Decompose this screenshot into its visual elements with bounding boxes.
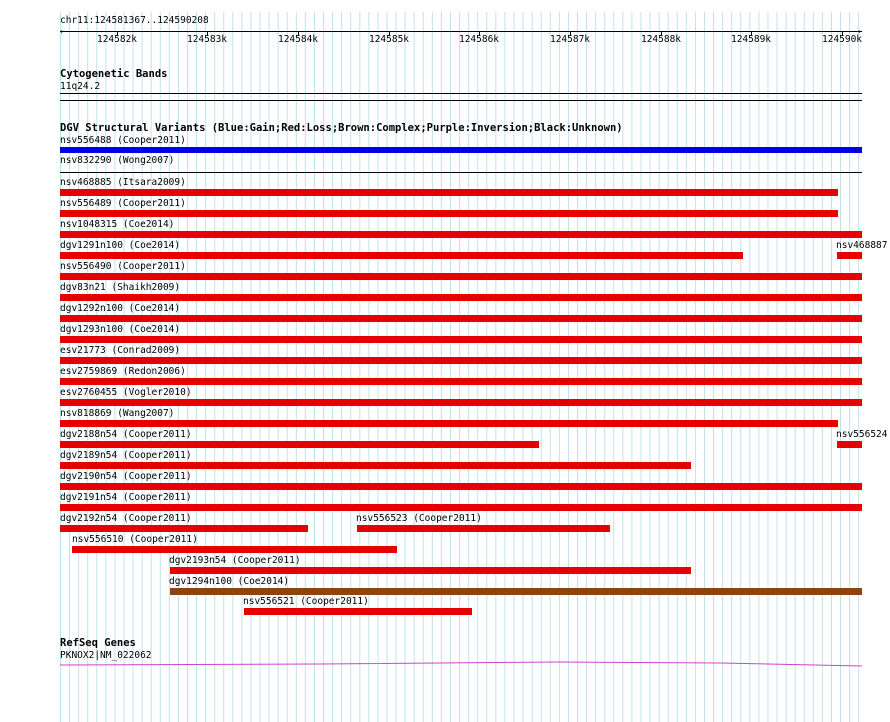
sv-bar[interactable] (60, 462, 691, 469)
ruler-axis (60, 31, 862, 32)
sv-bar[interactable] (60, 273, 862, 280)
ruler-right-arrow-icon: › (857, 27, 862, 36)
sv-label[interactable]: esv21773 (Conrad2009) (60, 345, 181, 356)
sv-bar[interactable] (837, 441, 862, 448)
sv-bar[interactable] (60, 189, 838, 196)
dgv-track-title[interactable]: DGV Structural Variants (Blue:Gain;Red:Loss;Brown:Complex;Purple:Inversion;Black:Unknown) (60, 122, 623, 134)
sv-bar[interactable] (60, 378, 862, 385)
sv-label[interactable]: dgv1291n100 (Coe2014) (60, 240, 181, 251)
cyto-band-bottom-line (60, 100, 862, 101)
sv-bar[interactable] (60, 357, 862, 364)
sv-bar[interactable] (60, 483, 862, 490)
sv-bar[interactable] (837, 252, 862, 259)
sv-bar[interactable] (170, 588, 862, 595)
sv-bar[interactable] (170, 567, 691, 574)
ruler-tick-label: 124585k (368, 34, 410, 45)
sv-bar[interactable] (60, 315, 862, 322)
sv-bar[interactable] (60, 210, 838, 217)
sv-right-label[interactable]: nsv468887 (836, 240, 888, 251)
sv-label[interactable]: dgv2189n54 (Cooper2011) (60, 450, 192, 461)
sv-label[interactable]: dgv1294n100 (Coe2014) (169, 576, 290, 587)
cyto-track-title[interactable]: Cytogenetic Bands (60, 68, 168, 80)
sv-bar[interactable] (60, 294, 862, 301)
sv-second-label[interactable]: nsv556523 (Cooper2011) (356, 513, 482, 524)
sv-label[interactable]: dgv1293n100 (Coe2014) (60, 324, 181, 335)
sv-bar[interactable] (357, 525, 610, 532)
sv-label[interactable]: dgv2193n54 (Cooper2011) (169, 555, 301, 566)
sv-bar[interactable] (60, 525, 308, 532)
sv-label[interactable]: nsv556489 (Cooper2011) (60, 198, 186, 209)
ruler-tick-label: 124588k (640, 34, 682, 45)
sv-label[interactable]: nsv818869 (Wang2007) (60, 408, 175, 419)
sv-label[interactable]: dgv2192n54 (Cooper2011) (60, 513, 192, 524)
sv-label[interactable]: nsv556490 (Cooper2011) (60, 261, 186, 272)
sv-label[interactable]: dgv2188n54 (Cooper2011) (60, 429, 192, 440)
ruler-tick-label: 124583k (186, 34, 228, 45)
sv-label[interactable]: dgv2191n54 (Cooper2011) (60, 492, 192, 503)
ruler-tick-label: 124589k (730, 34, 772, 45)
sv-label[interactable]: nsv556488 (Cooper2011) (60, 135, 186, 146)
sv-bar[interactable] (60, 420, 838, 427)
ruler-tick-label: 124582k (96, 34, 138, 45)
cyto-band-label: 11q24.2 (60, 81, 101, 92)
sv-label[interactable]: dgv2190n54 (Cooper2011) (60, 471, 192, 482)
ruler-tick-label: 124590k (821, 34, 863, 45)
ruler-tick-label: 124584k (277, 34, 319, 45)
sv-label[interactable]: dgv1292n100 (Coe2014) (60, 303, 181, 314)
sv-right-label[interactable]: nsv556524 (836, 429, 888, 440)
sv-bar[interactable] (244, 608, 472, 615)
sv-label[interactable]: nsv468885 (Itsara2009) (60, 177, 186, 188)
sv-label[interactable]: nsv556521 (Cooper2011) (243, 596, 369, 607)
sv-label[interactable]: nsv556510 (Cooper2011) (72, 534, 198, 545)
sv-label[interactable]: nsv1048315 (Coe2014) (60, 219, 175, 230)
sv-divider (60, 172, 862, 173)
sv-label[interactable]: esv2760455 (Vogler2010) (60, 387, 192, 398)
sv-bar[interactable] (60, 147, 862, 153)
ruler-tick-label: 124586k (458, 34, 500, 45)
coordinate-range: chr11:124581367..124590208 (60, 15, 209, 26)
sv-bar[interactable] (60, 336, 862, 343)
refseq-gene-label[interactable]: PKNOX2|NM_022062 (60, 650, 152, 661)
sv-bar[interactable] (72, 546, 397, 553)
sv-bar[interactable] (60, 231, 862, 238)
ruler-tick-label: 124587k (549, 34, 591, 45)
sv-label[interactable]: nsv832290 (Wong2007) (60, 155, 175, 166)
sv-label[interactable]: dgv83n21 (Shaikh2009) (60, 282, 181, 293)
cyto-band-top-line (60, 93, 862, 94)
sv-bar[interactable] (60, 399, 862, 406)
sv-bar[interactable] (60, 252, 743, 259)
sv-bar[interactable] (60, 504, 862, 511)
sv-label[interactable]: esv2759869 (Redon2006) (60, 366, 186, 377)
sv-bar[interactable] (60, 441, 539, 448)
refseq-track-title[interactable]: RefSeq Genes (60, 637, 136, 649)
ruler-left-arrow-icon: ‹ (59, 27, 64, 36)
